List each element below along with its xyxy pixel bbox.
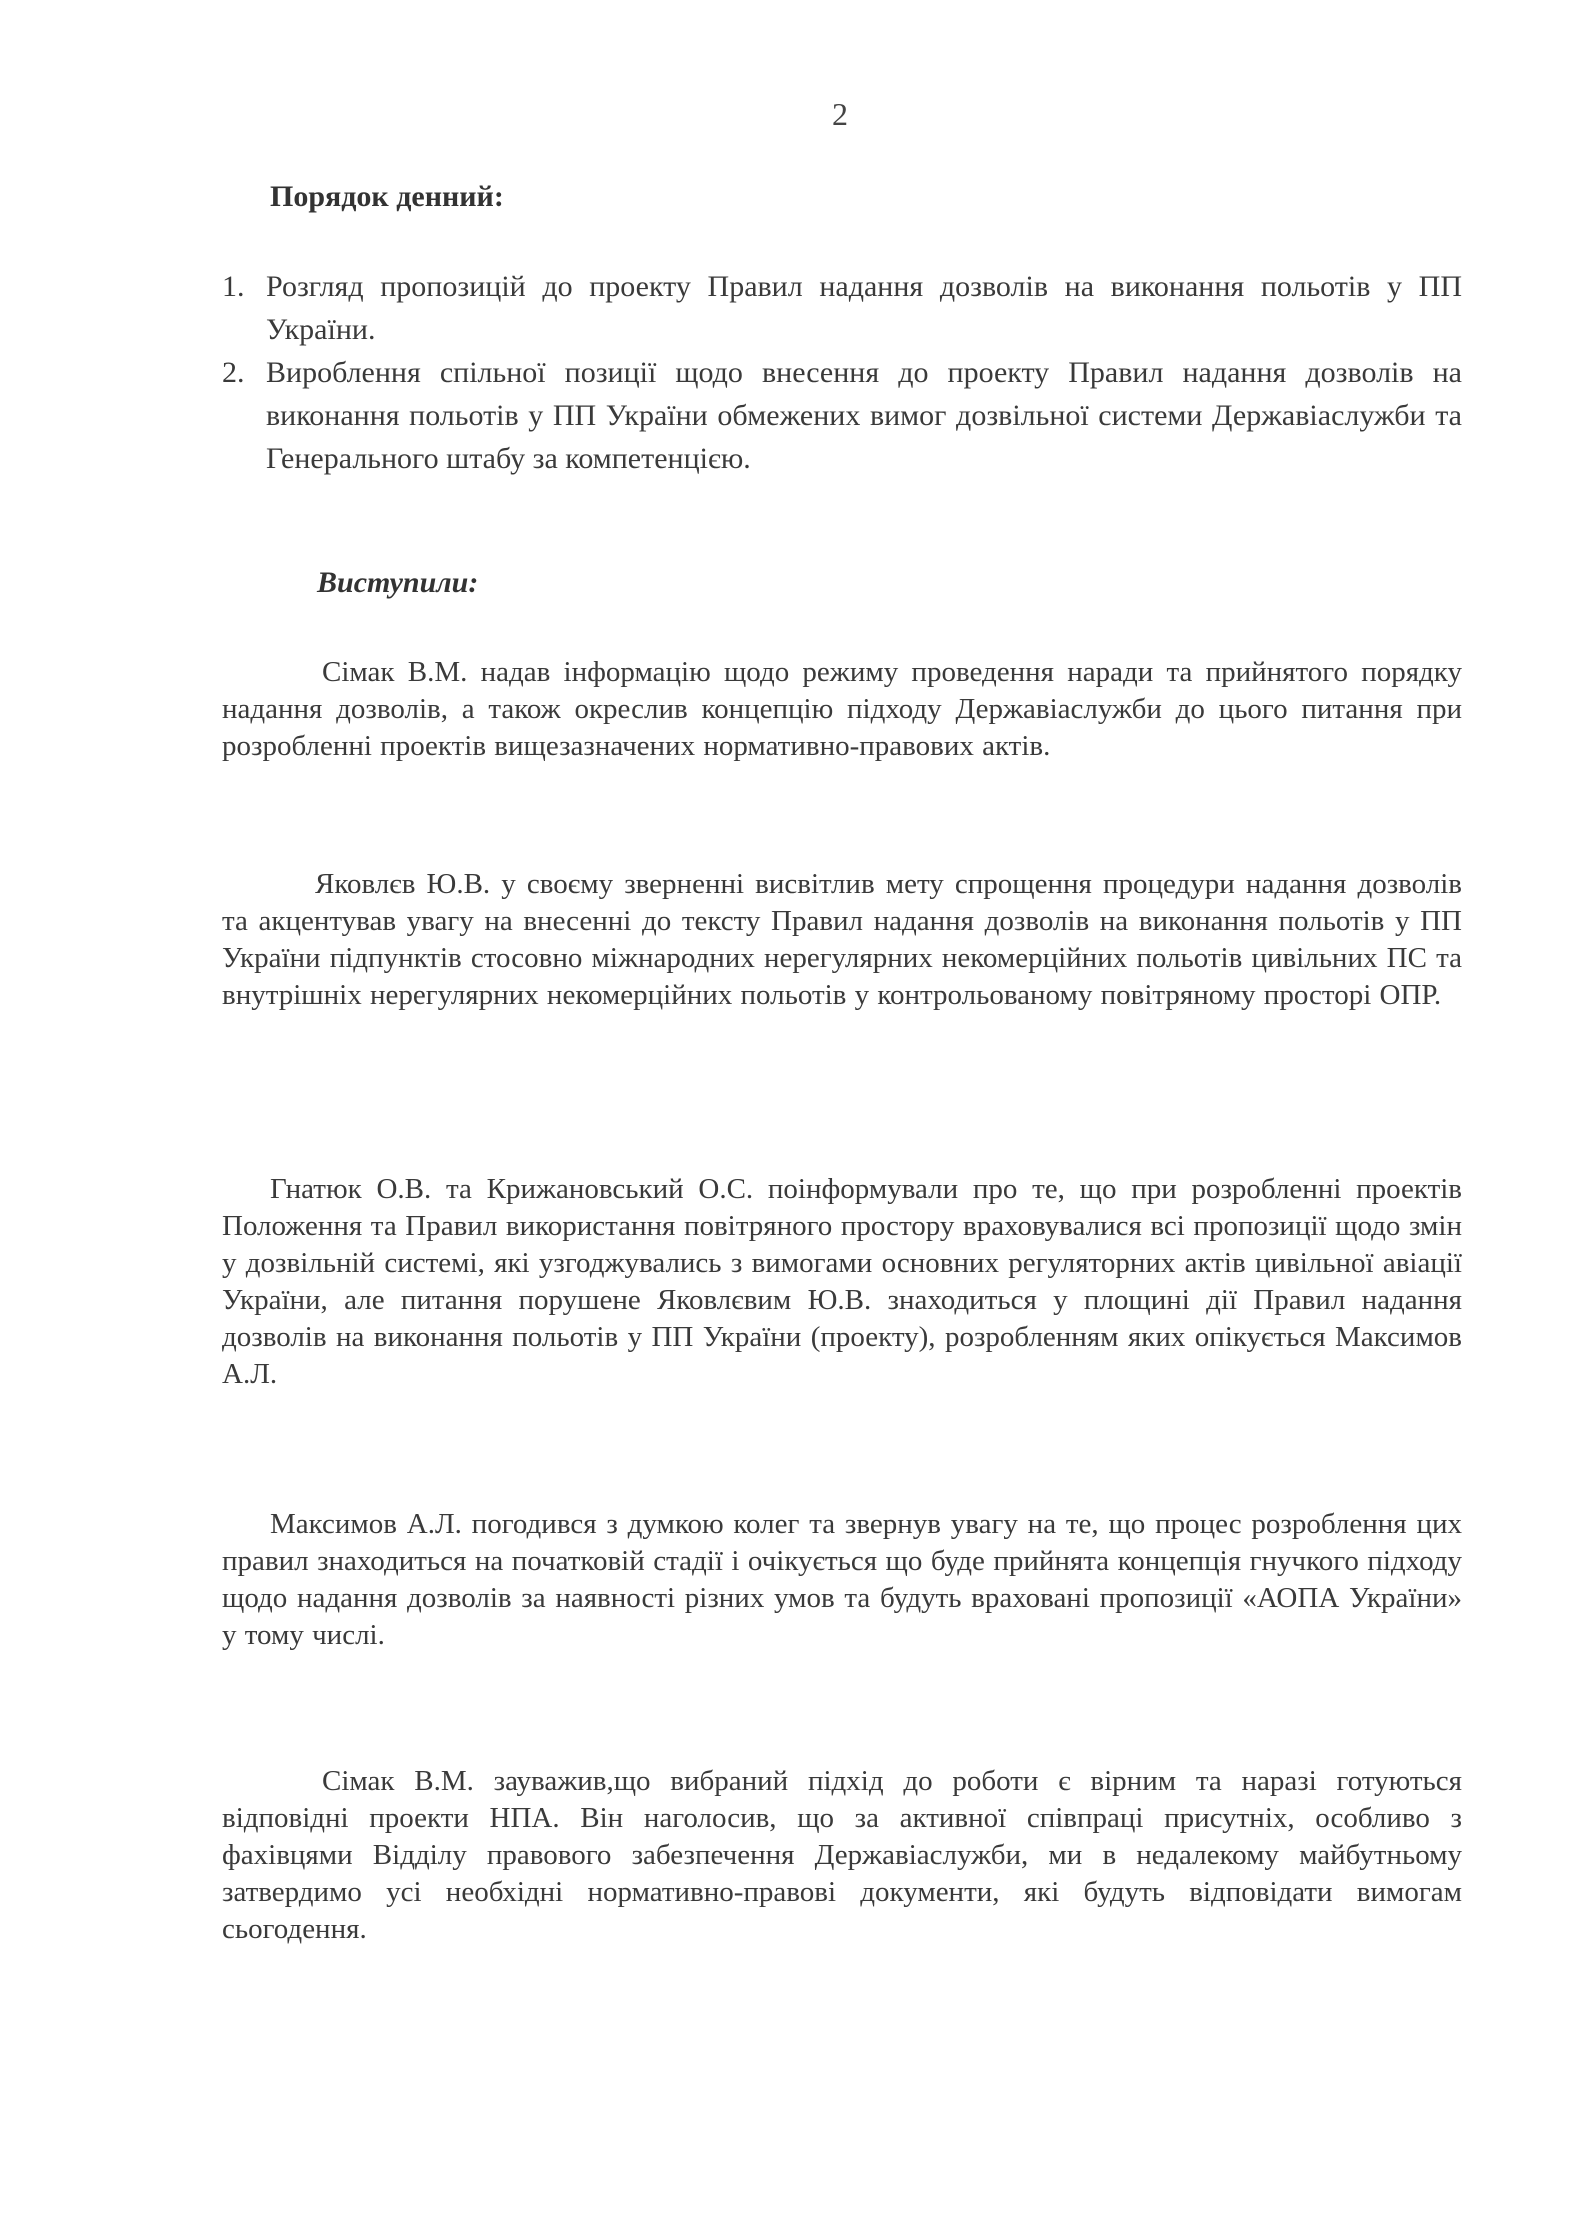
agenda-item-text: Вироблення спільної позиції щодо внесення до проекту Правил надання дозволів на виконання польотів у ПП України обмежених вимог дозвільної системи Державіаслужби та Генерального штабу за компетенцією. [266,356,1462,475]
agenda-heading: Порядок денний: [270,180,504,213]
agenda-item [222,351,1462,480]
agenda-list [222,265,1462,480]
speakers-heading: Виступили: [317,566,479,599]
page-number: 2 [832,96,848,132]
agenda-item-number: 1. [222,270,245,303]
agenda-item-number: 2. [222,356,245,389]
speaker-paragraph-hnatiuk-kryzhanovskyi: Гнатюк О.В. та Крижановський О.С. поінформували про те, що при розробленні проектів Положення та Правил використання повітряного простору враховувалися всі пропозиції щодо змін у дозвільній системі, які узгоджувались з вимогами основних регуляторних актів цивільної авіації України, але питання порушене Яковлєвим Ю.В. знаходиться у площині дії Правил надання дозволів на виконання польотів у ПП України (проекту), розробленням яких опікується Максимов А.Л. [222,1173,1462,1390]
speaker-paragraph-simak-2: Сімак В.М. зауважив,що вибраний підхід до роботи є вірним та наразі готуються відповідні проекти НПА. Він наголосив, що за активної співпраці присутніх, особливо з фахівцями Відділу правового забезпечення Державіаслужби, ми в недалекому майбутньому затвердимо усі необхідні нормативно-правові документи, які будуть відповідати вимогам сьогодення. [222,1765,1462,1945]
speaker-paragraph-yakovliev: Яковлєв Ю.В. у своєму зверненні висвітлив мету спрощення процедури надання дозволів та акцентував увагу на внесенні до тексту Правил надання дозволів на виконання польотів у ПП України підпунктів стосовно міжнародних нерегулярних некомерційних польотів цивільних ПС та внутрішніх нерегулярних некомерційних польотів у контрольованому повітряному просторі ОПР. [222,868,1462,1011]
agenda-item [222,265,1462,351]
speaker-paragraph-simak-1: Сімак В.М. надав інформацію щодо режиму проведення наради та прийнятого порядку надання дозволів, а також окреслив концепцію підходу Державіаслужби до цього питання при розробленні проектів вищезазначених нормативно-правових актів. [222,656,1462,762]
speaker-paragraph-maksymov: Максимов А.Л. погодився з думкою колег та звернув увагу на те, що процес розроблення цих правил знаходиться на початковій стадії і очікується що буде прийнята концепція гнучкого підходу щодо надання дозволів за наявності різних умов та будуть враховані пропозиції «АОПА України» у тому числі. [222,1508,1462,1651]
agenda-item-text: Розгляд пропозицій до проекту Правил надання дозволів на виконання польотів у ПП України. [266,270,1462,346]
